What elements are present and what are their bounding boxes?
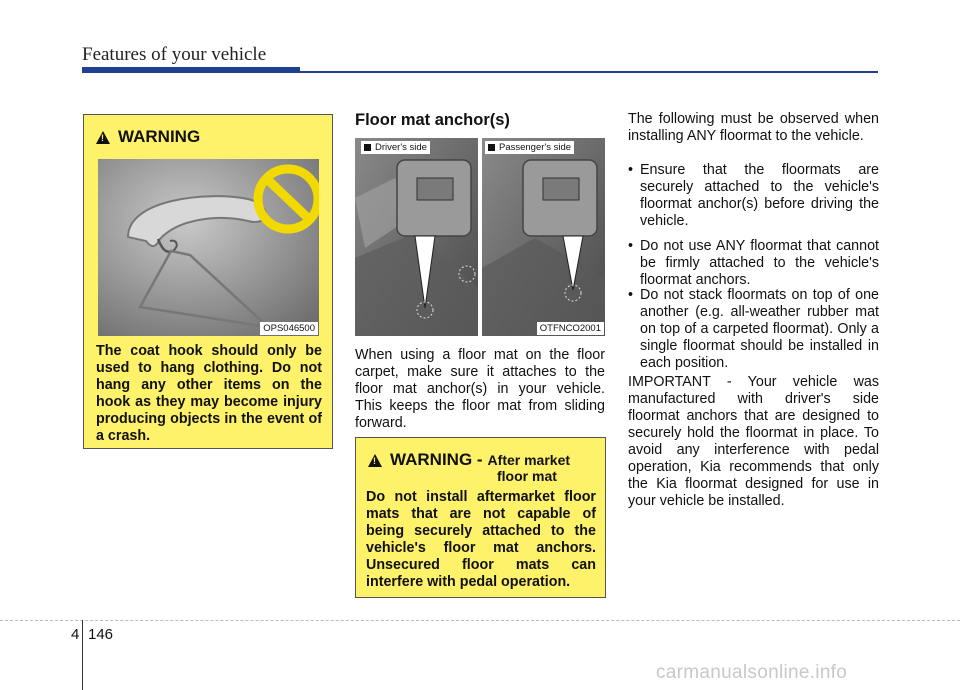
warning-heading-text: WARNING - [390, 450, 483, 469]
page-number: 146 [88, 626, 114, 643]
aftermarket-mat-warning-text: Do not install aftermarket floor mats that are not capable of being securely attached to the vehicle's floor mat anchors. Unsecured floor mats can interfere with pedal operation. [366, 489, 596, 590]
drivers-side-label [361, 141, 430, 154]
bullet-dot: • [628, 162, 634, 178]
bullet-item [628, 287, 879, 372]
important-paragraph: IMPORTANT - Your vehicle was manufactured with driver's side floormat anchors that are designed to securely hold the floormat in place. To avoid any interference with pedal operation, Kia recommends that only the Kia floormat designed for use in your vehicle be installed. [628, 374, 879, 509]
warning-heading [96, 127, 200, 147]
warning-subheading-line2: floor mat [497, 468, 557, 484]
page-header-title: Features of your vehicle [82, 44, 267, 65]
bullet-text: Do not use ANY floormat that cannot be firmly attached to the vehicle's floormat anchors. [640, 238, 879, 288]
header-rule [300, 71, 878, 73]
square-bullet-icon [488, 144, 495, 151]
drivers-side-text: Driver's side [375, 142, 427, 153]
floor-mat-paragraph: When using a floor mat on the floor carpet, make sure it attaches to the floor mat anchor(s) in your vehicle. This keeps the floor mat from sliding forward. [355, 347, 605, 431]
aftermarket-mat-warning-box [355, 437, 606, 598]
warning-heading-text: WARNING [118, 127, 201, 146]
bullet-item [628, 162, 879, 230]
footer-rule [0, 620, 960, 621]
bullet-item [628, 238, 879, 289]
passengers-side-text: Passenger's side [499, 142, 572, 153]
floor-mat-anchor-figure [355, 138, 605, 336]
bullet-dot: • [628, 287, 634, 303]
coat-hook-figure [98, 159, 319, 336]
coat-hook-warning-text: The coat hook should only be used to hang clothing. Do not hang any other items on the hook as they may become injury producing objects in the event of a crash. [96, 343, 322, 444]
coat-hook-illustration [98, 159, 319, 336]
passengers-side-label [485, 141, 574, 154]
warning-triangle-icon [368, 454, 382, 467]
bullet-dot: • [628, 238, 634, 254]
coat-hook-warning-box [83, 114, 333, 449]
right-intro-paragraph: The following must be observed when installing ANY floormat to the vehicle. [628, 111, 879, 144]
warning-subheading: After market [487, 452, 571, 468]
square-bullet-icon [364, 144, 371, 151]
watermark: carmanualsonline.info [656, 662, 848, 683]
bullet-text: Ensure that the floormats are securely attached to the vehicle's floormat anchor(s) before driving the vehicle. [640, 162, 879, 229]
header-bar [82, 67, 300, 73]
warning-triangle-icon [96, 131, 110, 144]
footer-divider [82, 620, 83, 690]
section-title: Floor mat anchor(s) [355, 111, 510, 129]
chapter-number: 4 [71, 626, 80, 643]
warning-heading [368, 450, 570, 470]
figure-code: OTFNCO2001 [537, 322, 604, 335]
bullet-text: Do not stack floormats on top of one another (e.g. all-weather rubber mat on top of a carpeted floormat). Only a single floormat should be installed in each position. [640, 287, 879, 371]
figure-code: OPS046500 [260, 322, 318, 335]
anchor-photos [355, 138, 605, 336]
